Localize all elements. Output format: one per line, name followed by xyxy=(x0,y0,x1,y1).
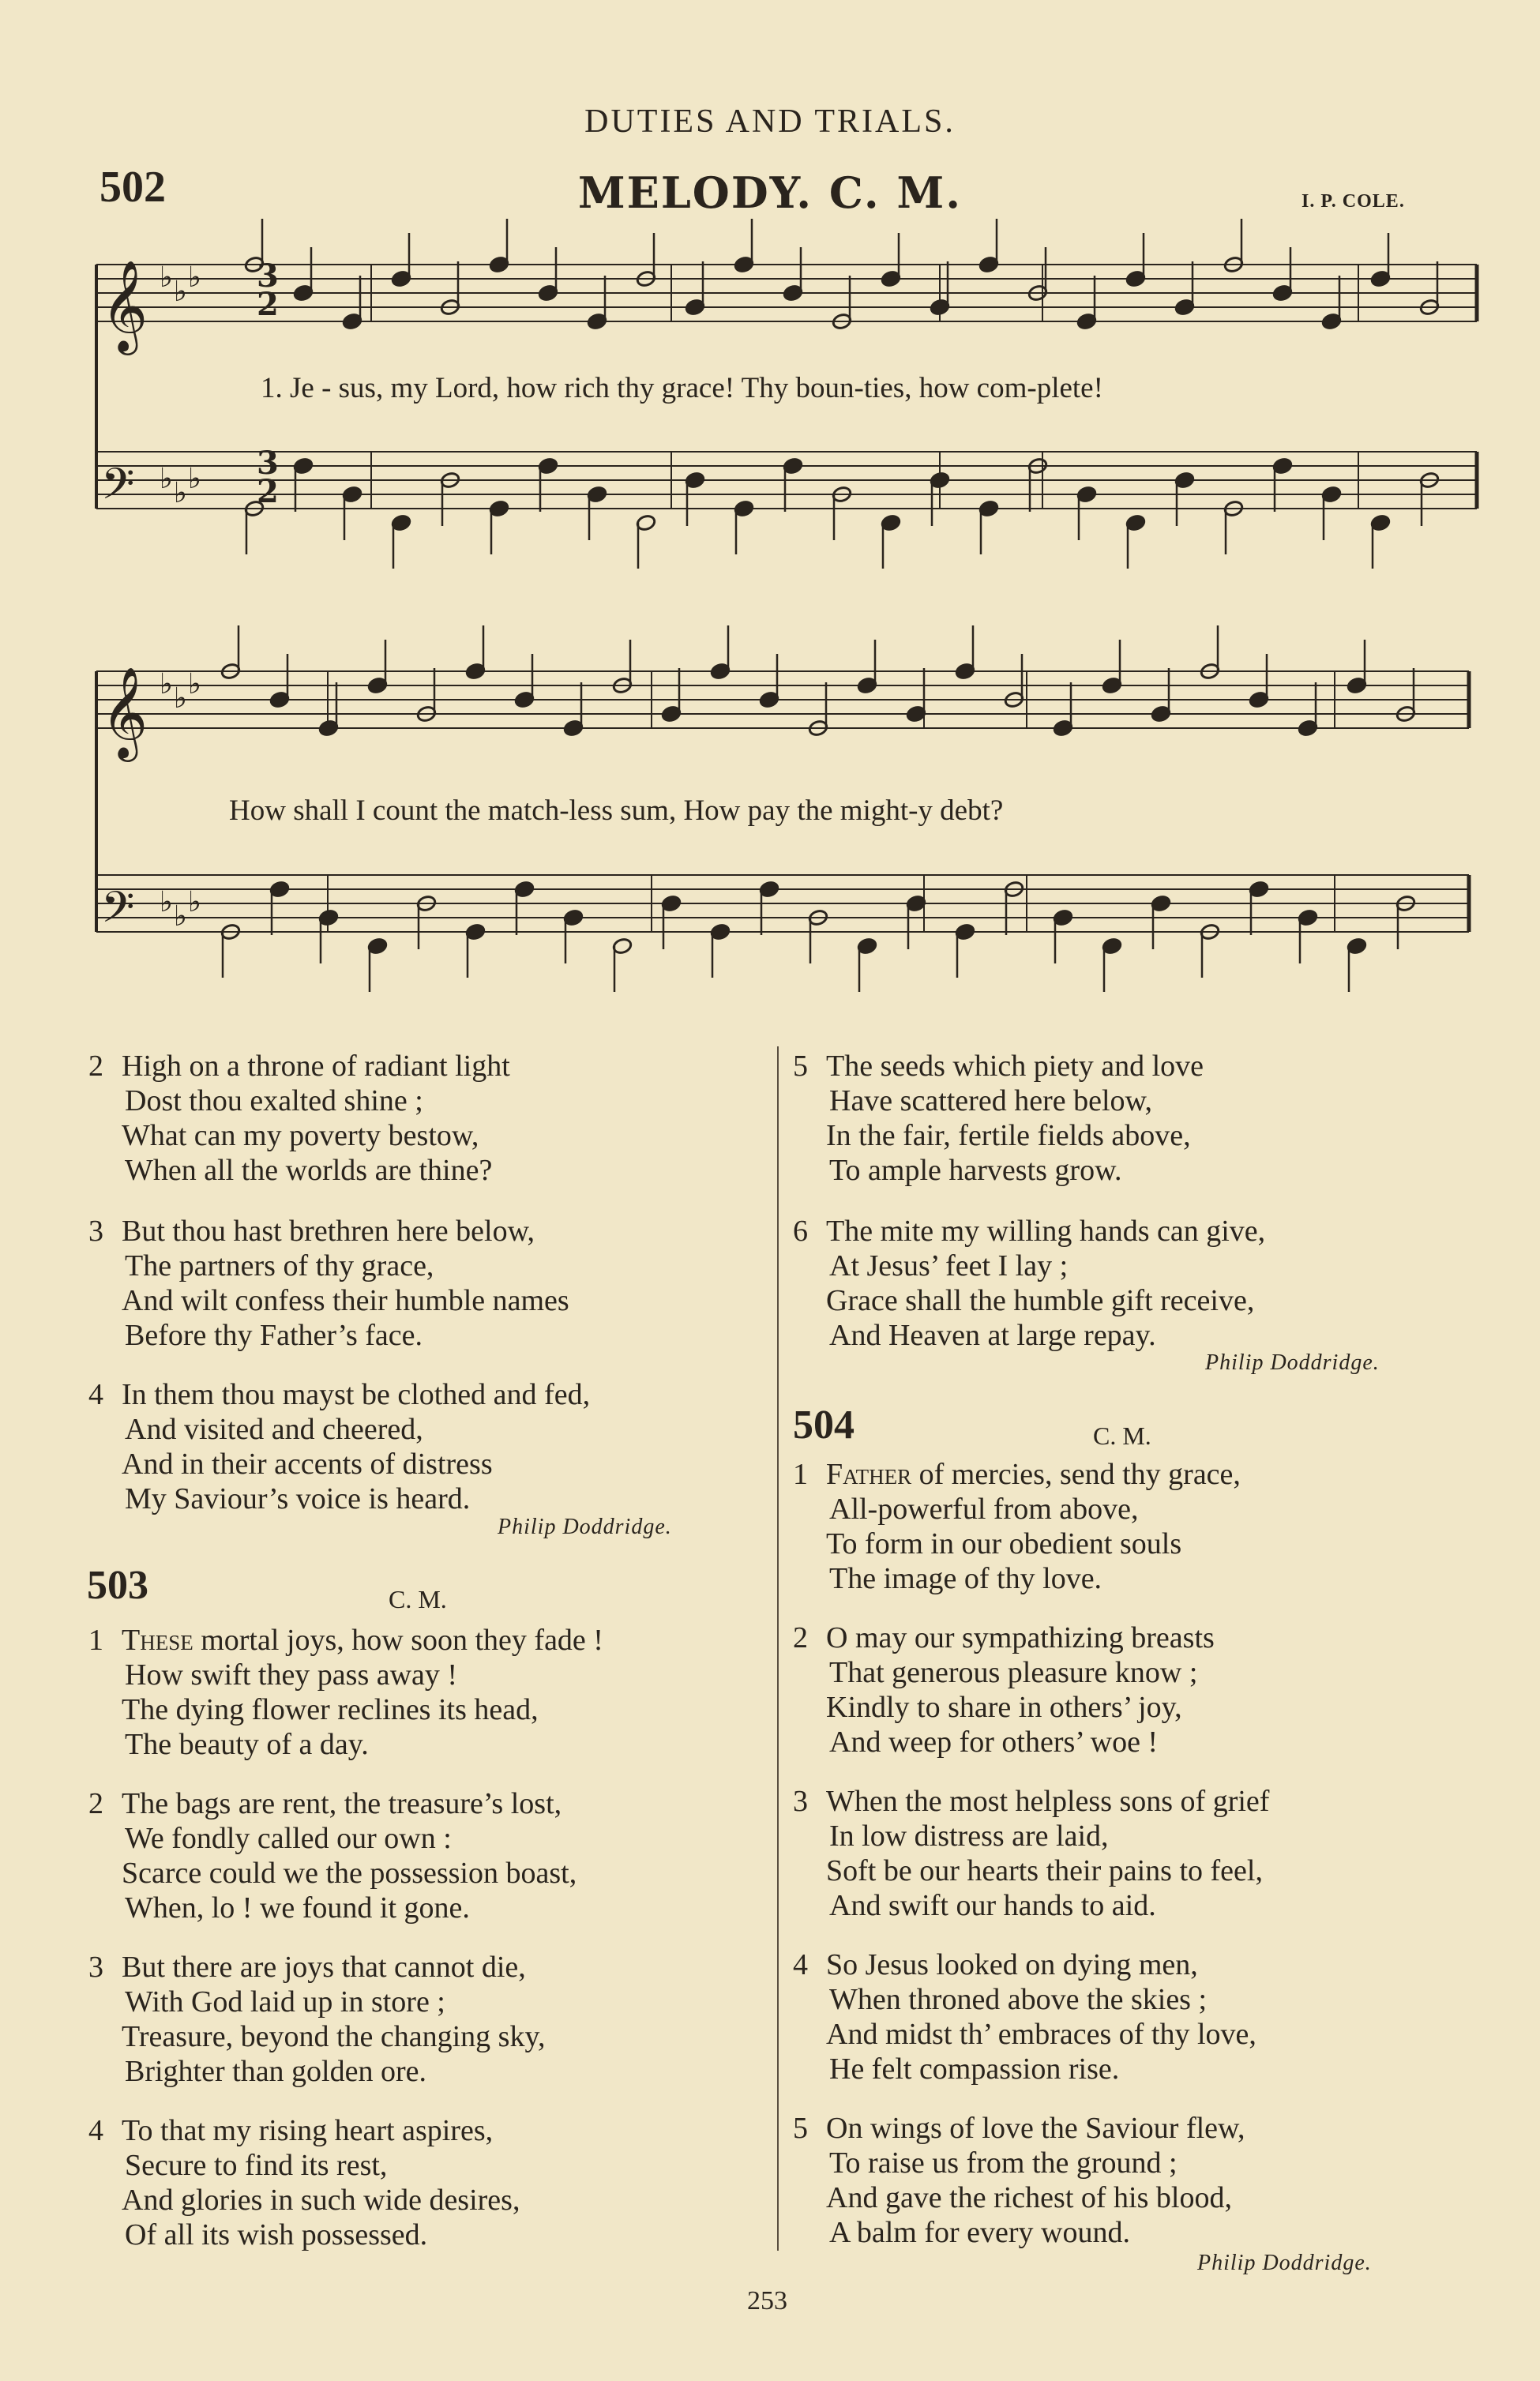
tune-name: MELODY. C. M. xyxy=(577,167,963,218)
composer: I. P. COLE. xyxy=(1301,191,1405,212)
author-502: Philip Doddridge. xyxy=(498,1515,672,1539)
stanza-504-2: 2 O may our sympathizing breasts That generous pleasure know ; Kindly to share in others’ joy, And weep for others’ woe ! xyxy=(793,1621,1215,1759)
author-504: Philip Doddridge. xyxy=(1197,2251,1372,2275)
author-502-end: Philip Doddridge. xyxy=(1205,1350,1380,1375)
flat-icon: ♭ xyxy=(174,276,187,308)
music-score xyxy=(0,0,1540,1019)
stanza-502-3: 3 But thou hast brethren here below, The partners of thy grace, And wilt confess their humble names Before thy Father’s face. xyxy=(88,1215,569,1352)
stanza-504-5: 5 On wings of love the Saviour flew, To raise us from the ground ; And gave the richest of his blood, A balm for every wound. xyxy=(793,2112,1245,2249)
time-signature: 3 xyxy=(257,257,279,295)
stanza-503-1: 1 These mortal joys, how soon they fade ! How swift they pass away ! The dying flower reclines its head, The beauty of a day. xyxy=(88,1624,603,1761)
time-signature: 2 xyxy=(257,473,279,510)
stanza-502-5: 5 The seeds which piety and love Have scattered here below, In the fair, fertile fields above, To ample harvests grow. xyxy=(793,1050,1204,1187)
flat-icon: ♭ xyxy=(160,886,173,918)
stanza-504-3: 3 When the most helpless sons of grief In low distress are laid, Soft be our hearts their pains to feel, And swift our hands to aid. xyxy=(793,1785,1270,1922)
stanza-504-1: 1 Father of mercies, send thy grace, All-powerful from above, To form in our obedient souls The image of thy love. xyxy=(793,1458,1241,1595)
flat-icon: ♭ xyxy=(160,668,173,700)
stanza-504-4: 4 So Jesus looked on dying men, When throned above the skies ; And midst th’ embraces of thy love, He felt compassion rise. xyxy=(793,1948,1256,2086)
page-number: 253 xyxy=(747,2286,787,2315)
section-title: DUTIES AND TRIALS. xyxy=(584,103,956,140)
flat-icon: ♭ xyxy=(174,682,187,715)
flat-icon: ♭ xyxy=(160,463,173,495)
flat-icon: ♭ xyxy=(188,668,201,700)
hymn-number-502: 502 xyxy=(100,163,166,212)
flat-icon: ♭ xyxy=(188,886,201,918)
time-signature: 3 xyxy=(257,445,279,482)
stanza-503-4: 4 To that my rising heart aspires, Secure to find its rest, And glories in such wide desires, Of all its wish possessed. xyxy=(88,2114,520,2251)
hymn-number-503: 503 xyxy=(87,1563,148,1608)
stanza-502-6: 6 The mite my willing hands can give, At Jesus’ feet I lay ; Grace shall the humble gift receive, And Heaven at large repay. xyxy=(793,1215,1266,1352)
hymn-number-504: 504 xyxy=(793,1403,855,1448)
flat-icon: ♭ xyxy=(160,261,173,294)
meter-503: C. M. xyxy=(389,1585,447,1613)
stanza-502-4: 4 In them thou mayst be clothed and fed, And visited and cheered, And in their accents of distress My Saviour’s voice is heard. xyxy=(88,1378,591,1515)
flat-icon: ♭ xyxy=(188,463,201,495)
lyric-line-2: How shall I count the match-less sum, How pay the might-y debt? xyxy=(229,794,1004,827)
treble-clef-icon: 𝄞 xyxy=(101,259,148,351)
flat-icon: ♭ xyxy=(174,477,187,509)
bass-clef-icon: 𝄢 xyxy=(101,882,135,943)
meter-504: C. M. xyxy=(1093,1421,1151,1450)
bass-clef-icon: 𝄢 xyxy=(101,459,135,520)
stanza-503-3: 3 But there are joys that cannot die, With God laid up in store ; Treasure, beyond the changing sky, Brighter than golden ore. xyxy=(88,1951,546,2088)
column-divider xyxy=(777,1046,779,2251)
flat-icon: ♭ xyxy=(174,900,187,933)
time-signature: 2 xyxy=(257,286,279,323)
flat-icon: ♭ xyxy=(188,261,201,294)
stanza-503-2: 2 The bags are rent, the treasure’s lost, We fondly called our own : Scarce could we the possession boast, When, lo ! we found it gone. xyxy=(88,1787,577,1925)
treble-clef-icon: 𝄞 xyxy=(101,666,148,758)
stanza-502-2: 2 High on a throne of radiant light Dost thou exalted shine ; What can my poverty bestow, When all the worlds are thine? xyxy=(88,1050,510,1187)
lyric-line-1: 1. Je - sus, my Lord, how rich thy grace! Thy boun-ties, how com-plete! xyxy=(261,372,1103,404)
